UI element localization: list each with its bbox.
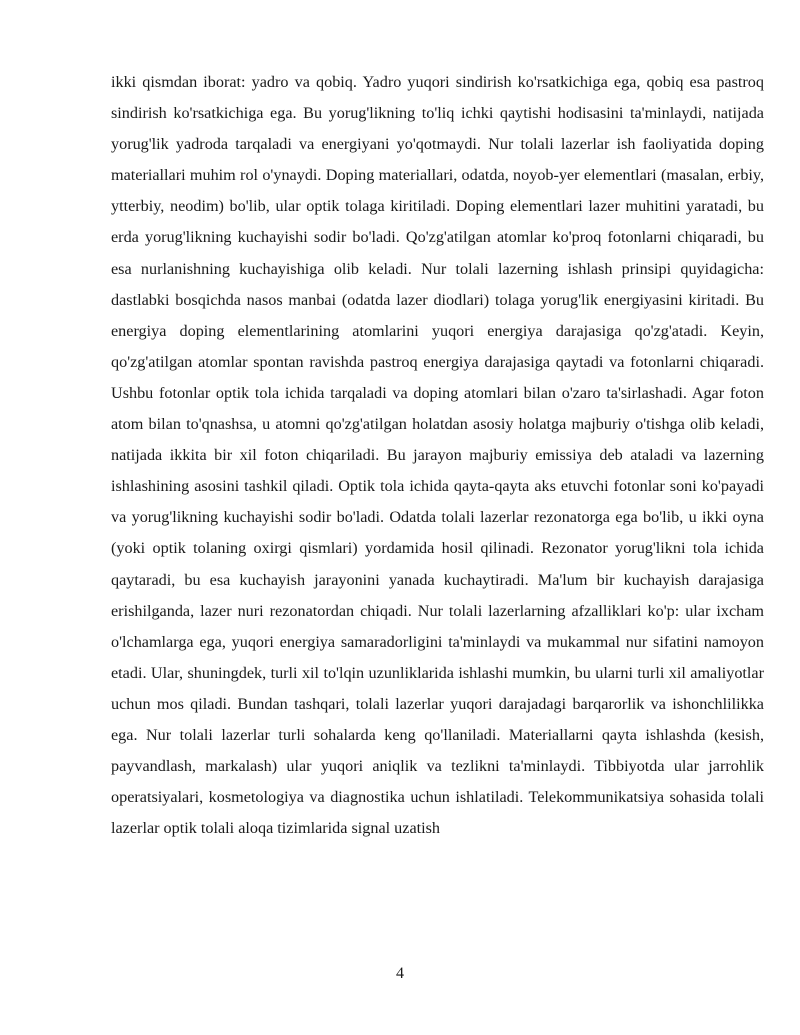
page-number: 4 bbox=[396, 965, 404, 982]
body-paragraph: ikki qismdan iborat: yadro va qobiq. Yadro yuqori sindirish ko'rsatkichiga ega, qobiq esa pastroq sindirish ko'rsatkichiga ega. Bu yorug'likning to'liq ichki qaytishi hodisasini ta'minlaydi, natijada yorug'lik yadroda tarqaladi va energiyani yo'qotmaydi. Nur tolali lazerlar ish faoliyatida doping materiallari muhim rol o'ynaydi. Doping materiallari, odatda, noyob-yer elementlari (masalan, erbiy, ytterbiy, neodim) bo'lib, ular optik tolaga kiritiladi. Doping elementlari lazer muhitini yaratadi, bu erda yorug'likning kuchayishi sodir bo'ladi. Qo'zg'atilgan atomlar ko'proq fotonlarni chiqaradi, bu esa nurlanishning kuchayishiga olib keladi. Nur tolali lazerning ishlash prinsipi quyidagicha: dastlabki bosqichda nasos manbai (odatda lazer diodlari) tolaga yorug'lik energiyasini kiritadi. Bu energiya doping elementlarining atomlarini yuqori energiya darajasiga qo'zg'atadi. Keyin, qo'zg'atilgan atomlar spontan ravishda pastroq energiya darajasiga qaytadi va fotonlarni chiqaradi. Ushbu fotonlar optik tola ichida tarqaladi va doping atomlari bilan o'zaro ta'sirlashadi. Agar foton atom bilan to'qnashsa, u atomni qo'zg'atilgan holatdan asosiy holatga majburiy o'tishga olib keladi, natijada ikkita bir xil foton chiqariladi. Bu jarayon majburiy emissiya deb ataladi va lazerning ishlashining asosini tashkil qiladi. Optik tola ichida qayta-qayta aks etuvchi fotonlar soni ko'payadi va yorug'likning kuchayishi sodir bo'ladi. Odatda tolali lazerlar rezonatorga ega bo'lib, u ikki oyna (yoki optik tolaning oxirgi qismlari) yordamida hosil qilinadi. Rezonator yorug'likni tola ichida qaytaradi, bu esa kuchayish jarayonini yanada kuchaytiradi. Ma'lum bir kuchayish darajasiga erishilganda, lazer nuri rezonatordan chiqadi. Nur tolali lazerlarning afzalliklari ko'p: ular ixcham o'lchamlarga ega, yuqori energiya samaradorligini ta'minlaydi va mukammal nur sifatini namoyon etadi. Ular, shuningdek, turli xil to'lqin uzunliklarida ishlashi mumkin, bu ularni turli xil amaliyotlar uchun mos qiladi. Bundan tashqari, tolali lazerlar yuqori darajadagi barqarorlik va ishonchlilikka ega. Nur tolali lazerlar turli sohalarda keng qo'llaniladi. Materiallarni qayta ishlashda (kesish, payvandlash, markalash) ular yuqori aniqlik va tezlikni ta'minlaydi. Tibbiyotda ular jarrohlik operatsiyalari, kosmetologiya va diagnostika uchun ishlatiladi. Telekommunikatsiya sohasida tolali lazerlar optik tolali aloqa tizimlarida signal uzatish bbox=[111, 73, 764, 838]
